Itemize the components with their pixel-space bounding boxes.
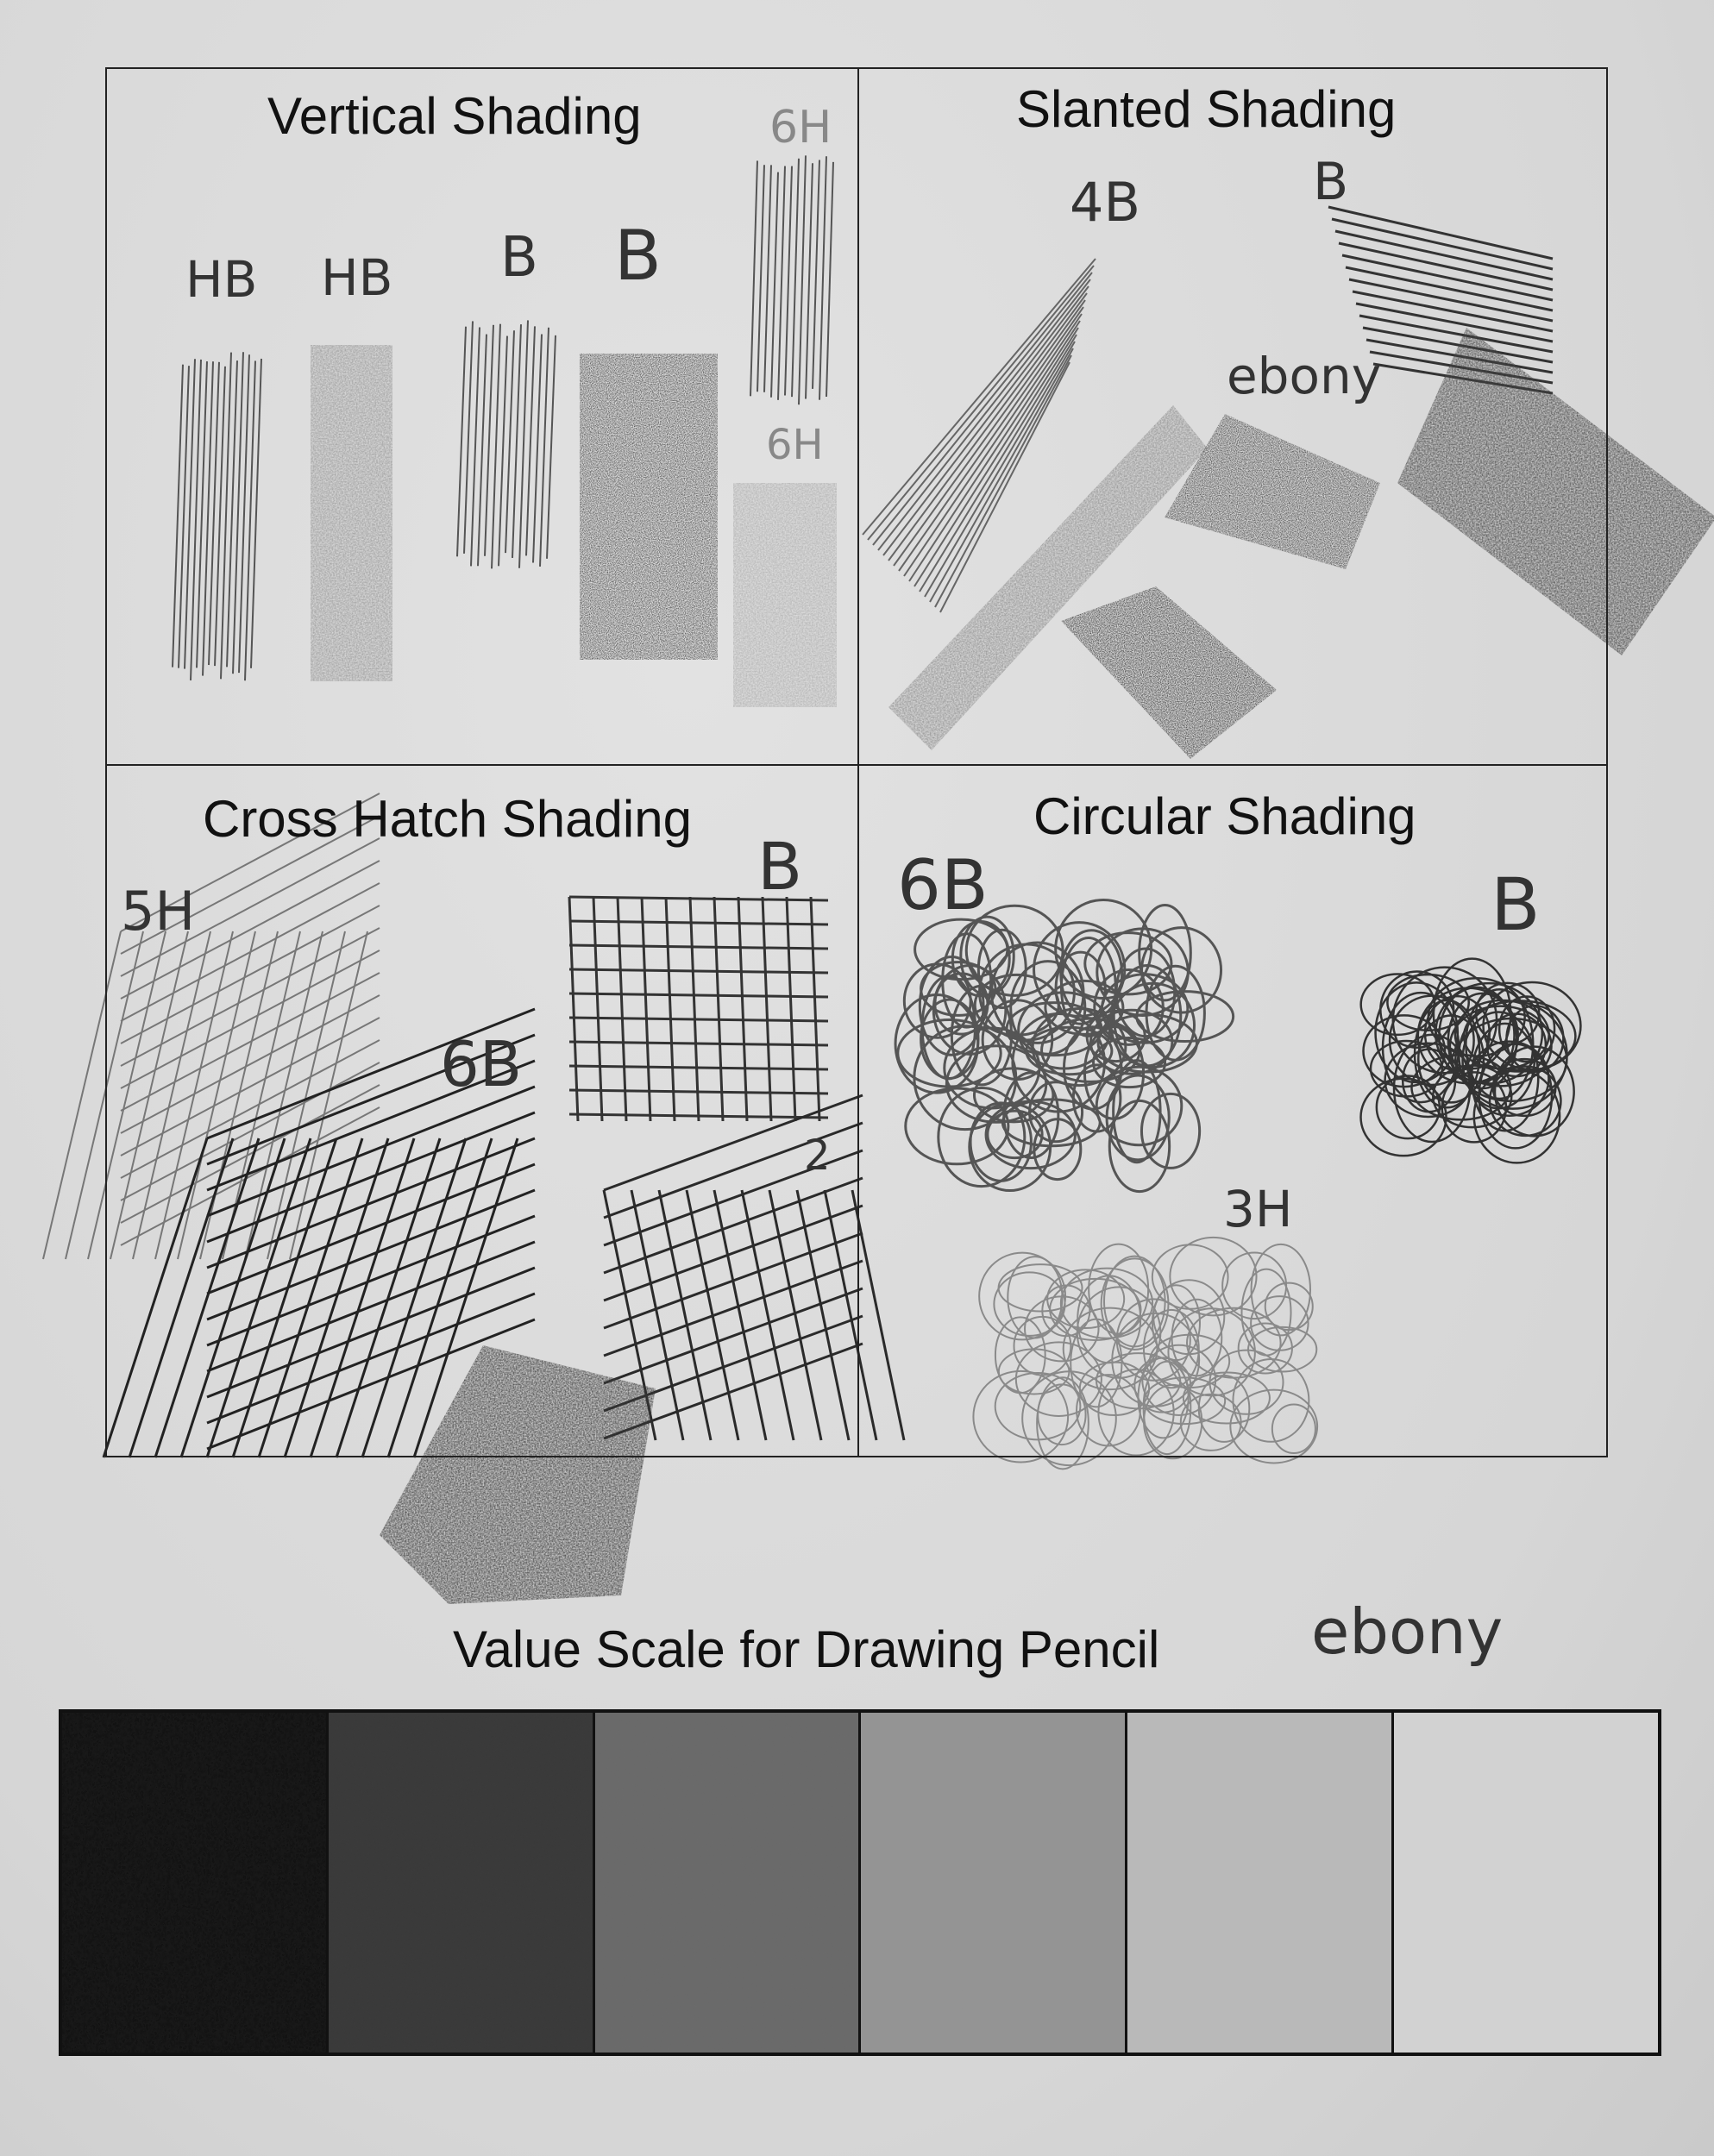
value-scale-step <box>1127 1713 1394 2053</box>
panel-title-vertical: Vertical Shading <box>267 87 642 145</box>
label-vertical-b-2: B <box>614 216 662 296</box>
label-crosshatch-6b: 6B <box>440 1028 523 1100</box>
grid-divider-horizontal <box>107 764 1606 766</box>
label-vertical-6h-2: 6H <box>766 421 824 469</box>
value-scale-title: Value Scale for Drawing Pencil <box>453 1620 1160 1678</box>
label-vertical-hb-2: HB <box>321 248 393 307</box>
label-slanted-4b: 4B <box>1070 171 1140 234</box>
label-crosshatch-b: B <box>757 828 803 905</box>
label-slanted-b: B <box>1313 152 1349 212</box>
label-vertical-6h-1: 6H <box>769 102 832 154</box>
value-scale-step <box>595 1713 862 2053</box>
panel-title-slanted: Slanted Shading <box>1016 80 1397 138</box>
panel-title-circular: Circular Shading <box>1033 787 1416 845</box>
label-crosshatch-5h: 5H <box>121 880 196 943</box>
value-scale-step <box>329 1713 595 2053</box>
panel-title-crosshatch: Cross Hatch Shading <box>203 790 692 848</box>
value-scale-step <box>1394 1713 1658 2053</box>
value-scale-step <box>62 1713 329 2053</box>
label-vertical-b-1: B <box>500 226 538 290</box>
label-vertical-hb-1: HB <box>185 250 258 309</box>
value-scale-step <box>861 1713 1127 2053</box>
value-scale-pencil-label: ebony <box>1311 1595 1504 1668</box>
grid-divider-vertical <box>857 69 859 1456</box>
label-circular-b: B <box>1491 862 1541 947</box>
value-scale-bar <box>59 1709 1661 2056</box>
label-circular-3h: 3H <box>1223 1180 1293 1238</box>
label-slanted-ebony: ebony <box>1227 347 1382 405</box>
label-circular-6b: 6B <box>897 845 989 925</box>
label-crosshatch-2: 2 <box>804 1131 831 1180</box>
